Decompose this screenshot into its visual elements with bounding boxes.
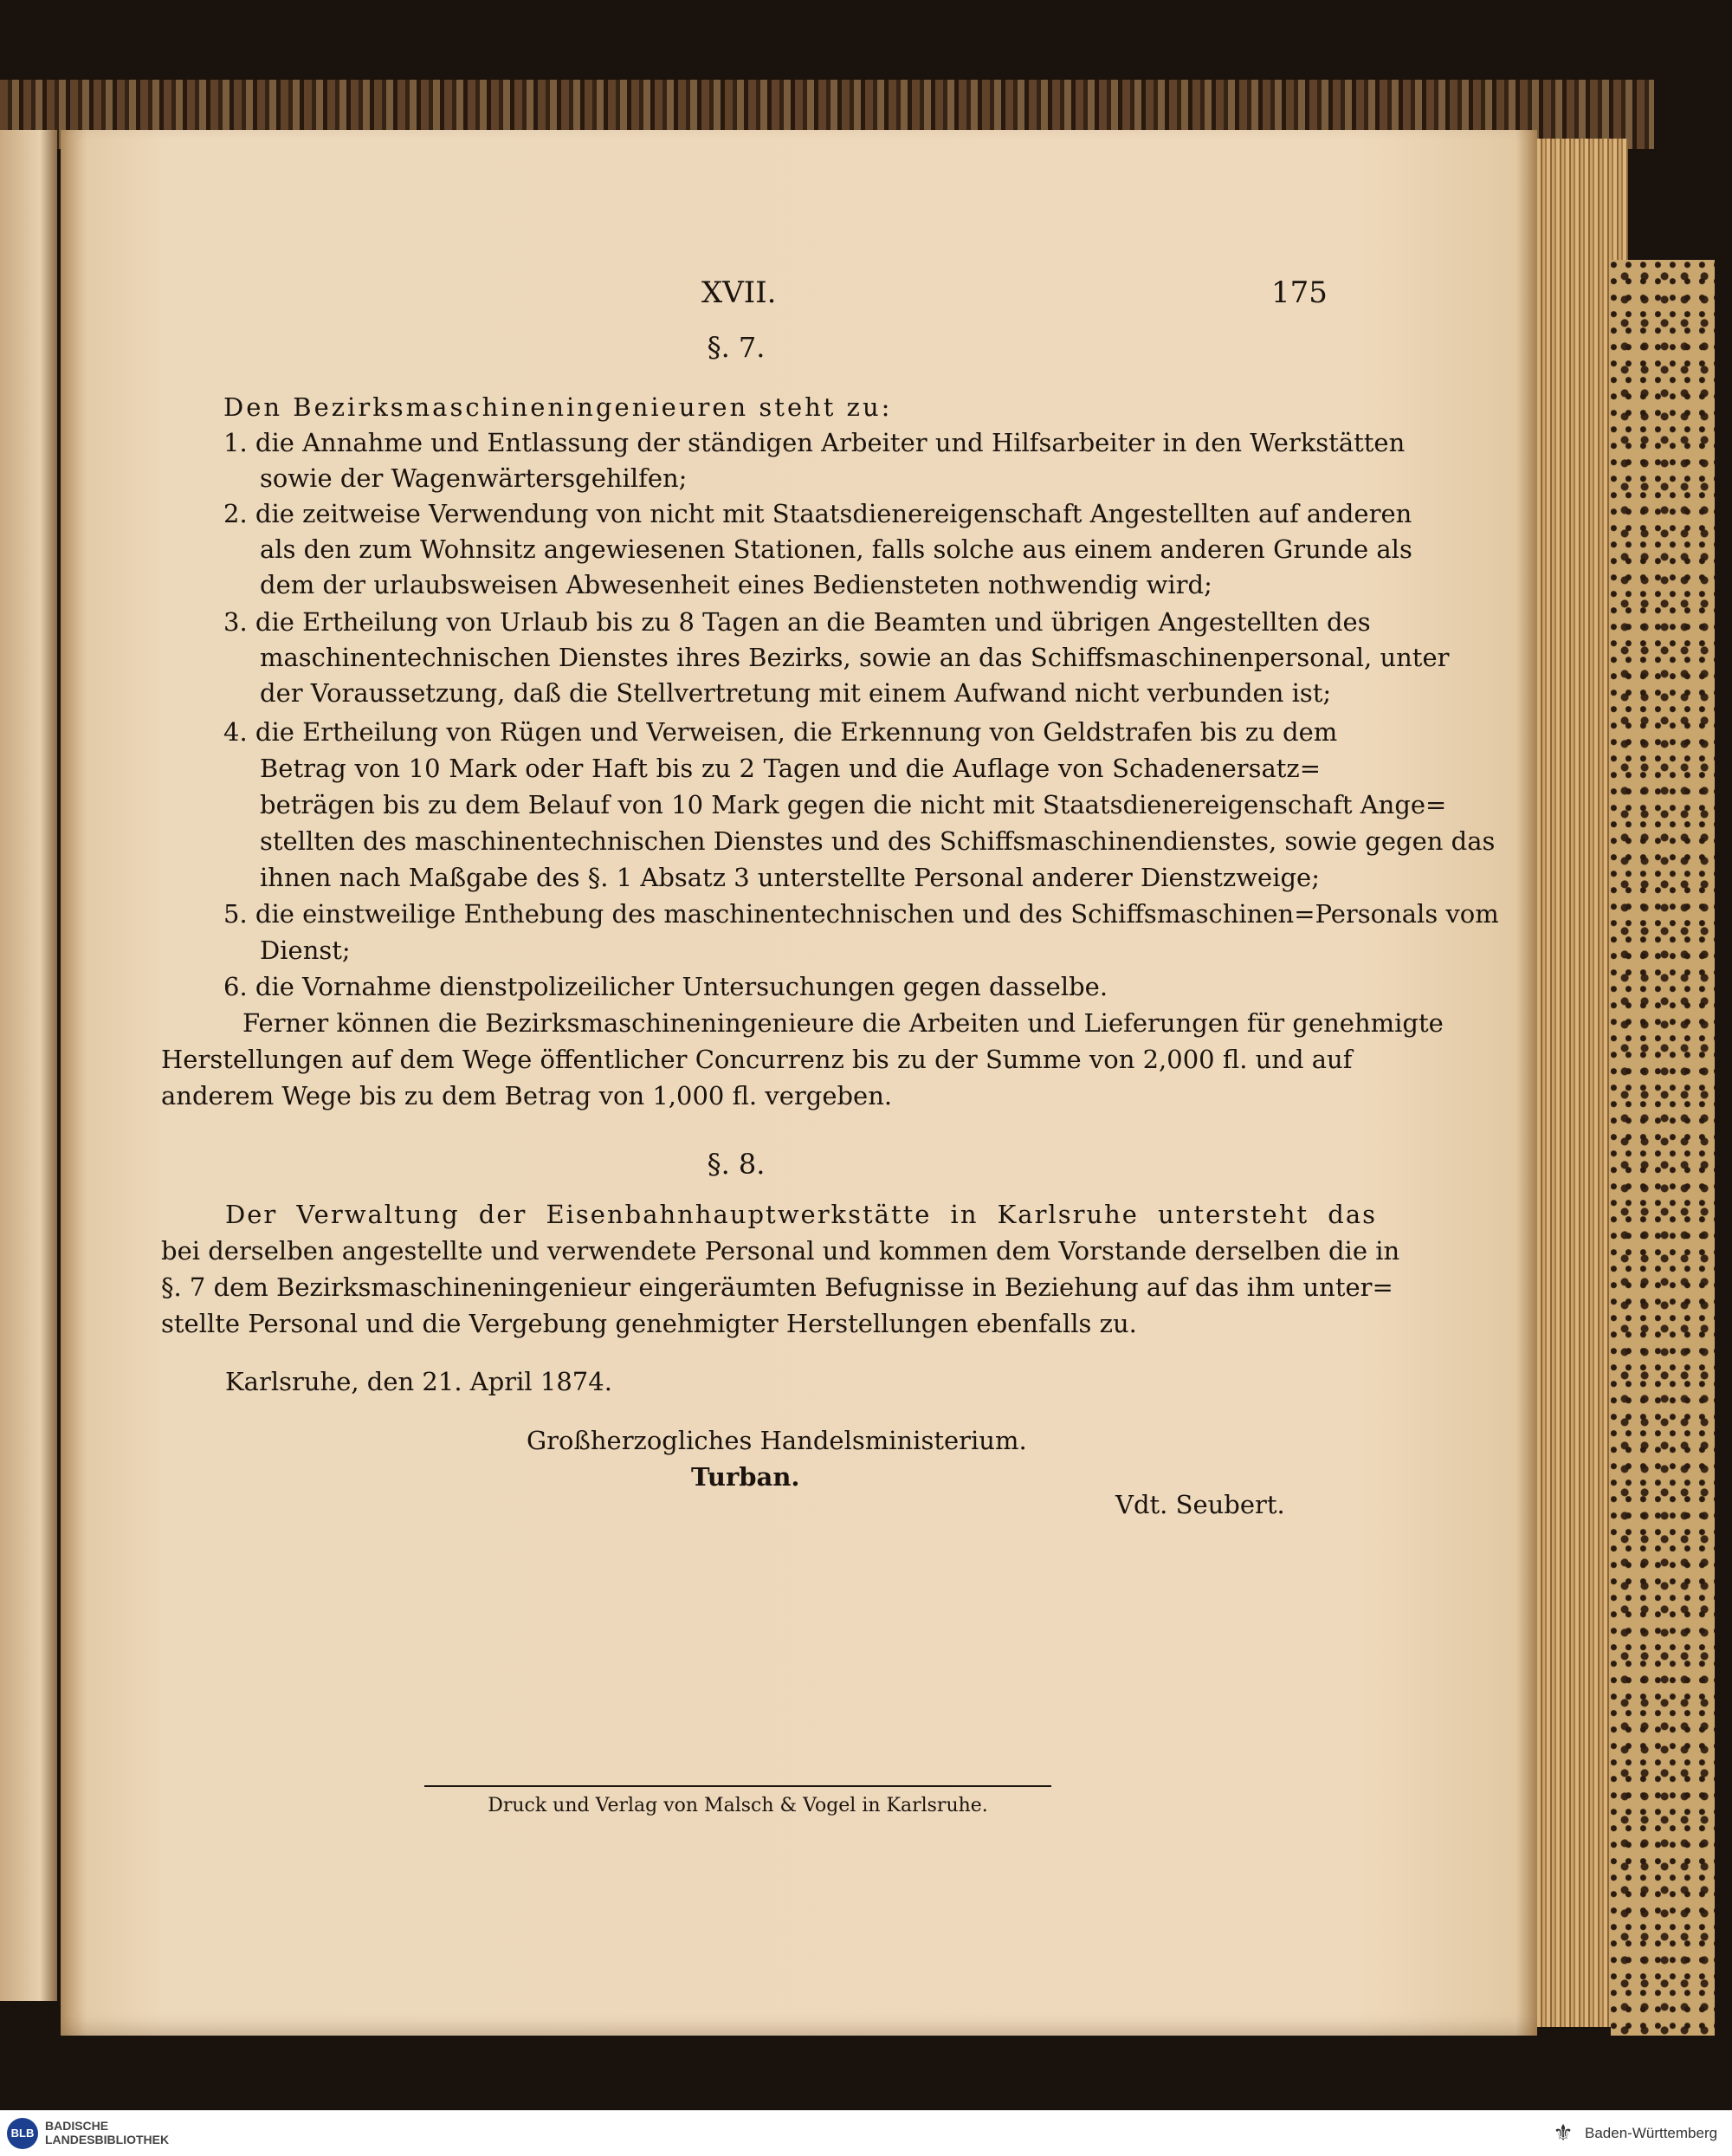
text-line: Betrag von 10 Mark oder Haft bis zu 2 Tagen und die Auflage von Schadenersatz= [260, 754, 1321, 783]
text-line: Herstellungen auf dem Wege öffentlicher Concurrenz bis zu der Summe von 2,000 fl. und auf [161, 1045, 1353, 1074]
text-line: stellten des maschinentechnischen Dienstes und des Schiffsmaschinendienstes, sowie gegen das [260, 826, 1496, 856]
library-banner [0, 2110, 1732, 2156]
text-line: 3. die Ertheilung von Urlaub bis zu 8 Tagen an die Beamten und übrigen Angestellten des [223, 607, 1371, 637]
text-line: bei derselben angestellte und verwendete Personal und kommen dem Vorstande derselben die in [161, 1236, 1400, 1266]
paragraph-7-intro: Den Bezirksmaschineningenieuren steht zu: [223, 392, 893, 422]
text-line: ihnen nach Maßgabe des §. 1 Absatz 3 unterstellte Personal anderer Dienstzweige; [260, 863, 1320, 892]
marbled-cover-edge [1611, 260, 1715, 2036]
text-line: §. 7 dem Bezirksmaschineningenieur eingeräumten Befugnisse in Beziehung auf das ihm unter= [161, 1272, 1393, 1302]
text-line: anderem Wege bis zu dem Betrag von 1,000 fl. vergeben. [161, 1081, 893, 1110]
left-page-edge [0, 130, 57, 2001]
text-line: stellte Personal und die Vergebung genehmigter Herstellungen ebenfalls zu. [161, 1309, 1137, 1338]
paragraph-8-title: §. 8. [707, 1148, 766, 1181]
place-date: Karlsruhe, den 21. April 1874. [225, 1367, 612, 1396]
text-line: Dienst; [260, 936, 351, 965]
text-line: Ferner können die Bezirksmaschineningenieure die Arbeiten und Lieferungen für genehmigte [242, 1008, 1444, 1038]
section-number: XVII. [701, 275, 777, 310]
text-line: sowie der Wagenwärtersgehilfen; [260, 463, 688, 493]
text-line: als den zum Wohnsitz angewiesenen Stationen, falls solche aus einem anderen Grunde als [260, 534, 1412, 564]
blb-name-line1: BADISCHE [45, 2119, 109, 2133]
footer-rule [424, 1785, 1051, 1787]
blb-name [45, 2119, 169, 2146]
blb-name-line2: LANDESBIBLIOTHEK [45, 2133, 170, 2146]
text-line: 1. die Annahme und Entlassung der ständigen Arbeiter und Hilfsarbeiter in den Werkstätten [223, 428, 1406, 457]
text-line: Der Verwaltung der Eisenbahnhauptwerkstätte in Karlsruhe untersteht das [225, 1200, 1377, 1229]
text-line: der Voraussetzung, daß die Stellvertretung mit einem Aufwand nicht verbunden ist; [260, 678, 1332, 708]
countersignature: Vdt. Seubert. [1115, 1490, 1285, 1519]
text-line: beträgen bis zu dem Belauf von 10 Mark gegen die nicht mit Staatsdienereigenschaft Ange= [260, 790, 1447, 819]
paragraph-7-title: §. 7. [707, 331, 766, 364]
printer-imprint: Druck und Verlag von Malsch & Vogel in Karlsruhe. [488, 1795, 988, 1816]
text-line: 5. die einstweilige Enthebung des maschinentechnischen und des Schiffsmaschinen=Personals vom [223, 899, 1499, 929]
signatory: Turban. [691, 1462, 800, 1492]
blb-logo[interactable]: BLB [7, 2118, 38, 2149]
text-line: maschinentechnischen Dienstes ihres Bezirks, sowie an das Schiffsmaschinenpersonal, unter [260, 643, 1450, 672]
text-line: 6. die Vornahme dienstpolizeilicher Untersuchungen gegen dasselbe. [223, 972, 1108, 1001]
state-name[interactable]: Baden-Württemberg [1585, 2125, 1718, 2141]
text-line: dem der urlaubsweisen Abwesenheit eines Bediensteten nothwendig wird; [260, 570, 1212, 599]
text-line: 4. die Ertheilung von Rügen und Verweisen, die Erkennung von Geldstrafen bis zu dem [223, 717, 1338, 747]
page-number: 175 [1271, 275, 1328, 310]
coat-of-arms-icon: ⚜ [1553, 2120, 1574, 2146]
ministry-name: Großherzogliches Handelsministerium. [527, 1426, 1027, 1455]
text-line: 2. die zeitweise Verwendung von nicht mit Staatsdienereigenschaft Angestellten auf anderen [223, 499, 1412, 528]
